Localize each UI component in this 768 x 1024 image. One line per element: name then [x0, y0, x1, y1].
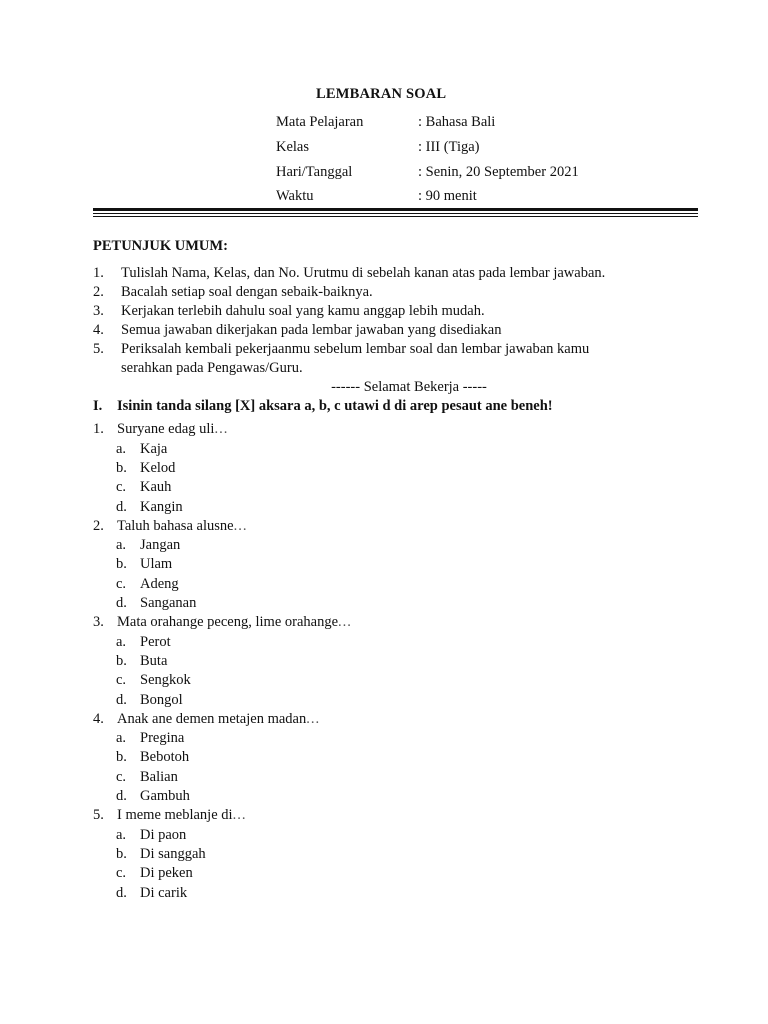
question-prompt: I meme meblanje di — [117, 807, 233, 823]
option-letter: a. — [116, 633, 127, 650]
option-letter: a. — [116, 537, 127, 553]
option-letter: a. — [116, 730, 127, 746]
option-letter: b. — [116, 652, 127, 669]
option-letter: a. — [116, 440, 127, 457]
info-value: : 90 menit — [418, 188, 477, 204]
option-text: Jangan — [140, 537, 181, 553]
option-text: Di peken — [140, 865, 193, 882]
option-text: Sanganan — [140, 595, 197, 612]
instruction-number: 3. — [93, 303, 104, 319]
section-text: Isinin tanda silang [X] aksara a, b, c utawi d di arep pesaut ane beneh! — [117, 398, 553, 414]
option-letter: a. — [116, 826, 127, 843]
option-text: Pregina — [140, 730, 185, 746]
option-letter: c. — [116, 768, 127, 785]
header-divider-thick — [93, 208, 698, 211]
instruction-number: 5. — [93, 341, 104, 357]
option-text: Di carik — [140, 884, 188, 901]
instruction-text-continued: serahkan pada Pengawas/Guru. — [121, 360, 303, 376]
header-divider-thin — [93, 213, 698, 214]
option-letter: b. — [116, 556, 127, 573]
option-text: Kelod — [140, 459, 176, 476]
instructions-heading: PETUNJUK UMUM: — [93, 238, 228, 254]
option-letter: b. — [116, 845, 127, 862]
option-letter: d. — [116, 498, 127, 515]
option-letter: b. — [116, 749, 127, 766]
option-text: Kangin — [140, 498, 183, 515]
instruction-text: Kerjakan terlebih dahulu soal yang kamu anggap lebih mudah. — [121, 303, 485, 319]
option-letter: d. — [116, 884, 127, 901]
question-number: 3. — [93, 614, 104, 630]
question-number: 4. — [93, 710, 104, 727]
option-letter: d. — [116, 595, 127, 612]
option-text: Adeng — [140, 575, 179, 592]
option-text: Gambuh — [140, 788, 190, 805]
info-label: Hari/Tanggal — [276, 164, 353, 180]
info-value: : Bahasa Bali — [418, 114, 496, 130]
option-letter: b. — [116, 459, 127, 476]
info-label: Kelas — [276, 139, 310, 155]
question-ellipsis: ... — [306, 710, 321, 727]
question-text — [117, 806, 246, 825]
option-text: Buta — [140, 652, 168, 669]
question-number: 1. — [93, 421, 104, 437]
question-number: 5. — [93, 807, 104, 823]
question-ellipsis: ... — [233, 517, 248, 534]
question-text — [117, 517, 247, 536]
question-ellipsis: ... — [338, 614, 352, 630]
option-text: Sengkok — [140, 672, 191, 689]
option-text: Bebotoh — [140, 749, 190, 766]
option-letter: d. — [116, 788, 127, 805]
instruction-text: Semua jawaban dikerjakan pada lembar jawaban yang disediakan — [121, 322, 502, 338]
option-text: Bongol — [140, 691, 183, 708]
option-text: Ulam — [140, 556, 173, 573]
question-prompt: Suryane edag uli — [117, 421, 215, 437]
option-text: Balian — [140, 768, 178, 785]
info-value: : III (Tiga) — [418, 139, 480, 155]
option-letter: d. — [116, 691, 127, 708]
question-prompt: Anak ane demen metajen madan — [117, 710, 307, 727]
option-text: Di sanggah — [140, 845, 206, 862]
option-letter: c. — [116, 672, 127, 689]
header-divider-thin — [93, 216, 698, 217]
closing-line: ------ Selamat Bekerja ----- — [331, 379, 487, 395]
question-text — [117, 420, 228, 439]
instruction-text: Bacalah setiap soal dengan sebaik-baiknya. — [121, 284, 373, 300]
question-prompt: Taluh bahasa alusne — [117, 517, 234, 534]
question-text — [117, 710, 320, 729]
instruction-number: 2. — [93, 284, 104, 300]
option-letter: c. — [116, 575, 127, 592]
option-text: Di paon — [140, 826, 187, 843]
option-text: Perot — [140, 633, 171, 650]
instruction-number: 4. — [93, 322, 104, 338]
question-ellipsis: ... — [214, 421, 229, 437]
question-ellipsis: ... — [232, 807, 247, 823]
instruction-number: 1. — [93, 265, 104, 281]
option-letter: c. — [116, 479, 127, 496]
option-text: Kauh — [140, 479, 172, 496]
info-label: Waktu — [276, 188, 314, 204]
question-prompt: Mata orahange peceng, lime orahange — [117, 614, 339, 630]
info-value: : Senin, 20 September 2021 — [418, 164, 579, 180]
question-number: 2. — [93, 517, 104, 534]
instruction-text: Tulislah Nama, Kelas, dan No. Urutmu di sebelah kanan atas pada lembar jawaban. — [121, 265, 606, 281]
option-letter: c. — [116, 865, 127, 882]
section-number: I. — [93, 398, 103, 414]
info-label: Mata Pelajaran — [276, 114, 364, 130]
option-text: Kaja — [140, 440, 168, 457]
page-title: LEMBARAN SOAL — [316, 86, 447, 102]
instruction-text: Periksalah kembali pekerjaanmu sebelum lembar soal dan lembar jawaban kamu — [121, 341, 590, 357]
question-text — [117, 613, 352, 632]
